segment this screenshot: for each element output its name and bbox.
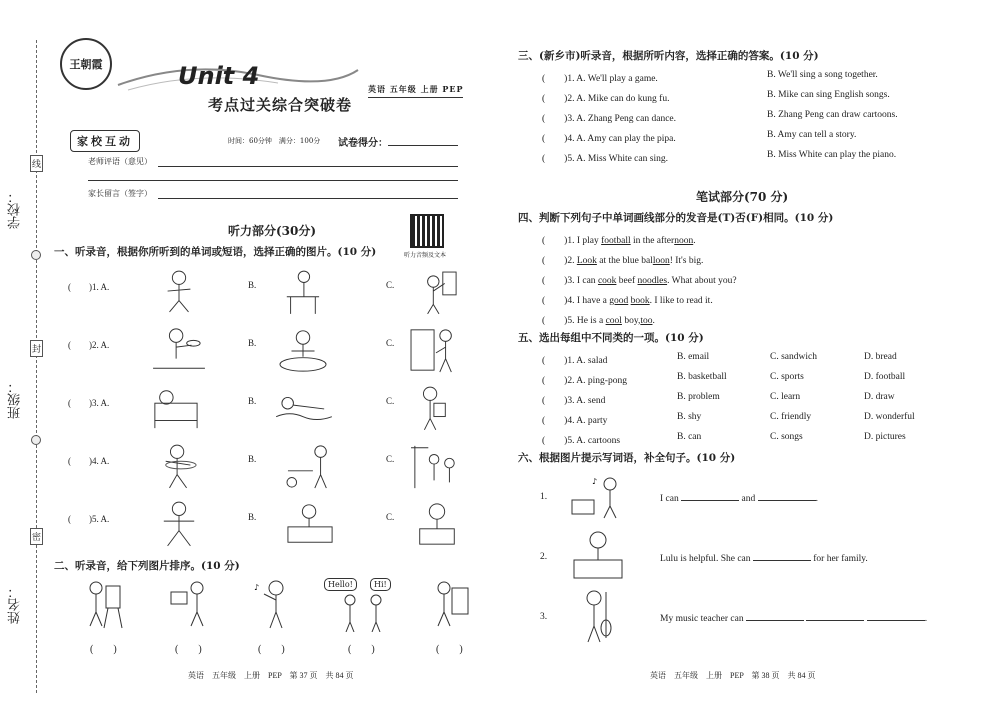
option-d: D. football <box>864 372 906 382</box>
svg-text:♪: ♪ <box>592 477 598 486</box>
svg-text:♪: ♪ <box>254 583 260 592</box>
question-row <box>68 326 488 378</box>
right-page <box>510 0 990 713</box>
option-b: B. <box>248 338 257 348</box>
q4-row <box>542 292 713 306</box>
kid-picture[interactable] <box>273 384 335 432</box>
question-row <box>68 268 488 320</box>
section-5-heading: 五、选出每组中不同类的一项。(10 分) <box>518 332 704 344</box>
kid-picture <box>570 530 626 582</box>
answer-bracket[interactable]: ( ) <box>258 644 285 655</box>
sentence-text: ( )3. I can <box>542 276 598 286</box>
speech-bubble: Hi! <box>370 578 391 591</box>
kid-picture[interactable] <box>169 578 209 630</box>
kid-picture[interactable] <box>420 268 458 316</box>
kid-picture[interactable] <box>252 578 292 630</box>
answer-bracket[interactable]: ( ) <box>90 644 117 655</box>
speech-bubble: Hello! <box>324 578 357 591</box>
binding-margin <box>0 0 44 713</box>
parent-comment-line[interactable] <box>158 198 458 199</box>
page-footer: 英语 五年级 上册 PEP 第 38 页 共 84 页 <box>650 671 816 680</box>
answer-blank[interactable] <box>867 612 925 621</box>
option-c: C. <box>386 454 395 464</box>
underlined-word: good <box>609 296 629 306</box>
option-a: ( )4. A. Amy can play the pipa. <box>542 134 676 144</box>
name-label: 姓名： <box>8 585 23 624</box>
margin-tag: 封 <box>30 340 43 357</box>
kid-picture[interactable] <box>160 268 198 316</box>
underlined-word: noodles <box>637 276 668 286</box>
option-b: B. can <box>677 432 702 442</box>
option-c: C. sports <box>770 372 804 382</box>
kid-picture[interactable] <box>148 384 203 432</box>
kid-picture <box>576 588 618 644</box>
listening-header: 听力部分(30分) <box>228 224 317 238</box>
q6-sentence <box>660 552 868 564</box>
option-a: ( )4. A. party <box>542 416 608 426</box>
sentence-text: ( )1. I play <box>542 236 602 246</box>
kid-picture[interactable] <box>413 500 461 548</box>
teacher-comment-label: 老师评语（意见） <box>88 157 152 166</box>
binding-hole <box>31 250 41 260</box>
sentence-text: . <box>652 316 655 326</box>
order-picture <box>153 578 225 655</box>
question-number: ( )1. A. <box>68 282 110 292</box>
binding-hole <box>31 435 41 445</box>
school-label: 学校： <box>8 190 23 229</box>
sentence-text: beef <box>616 276 638 286</box>
option-b: B. shy <box>677 412 702 422</box>
q6-number: 3. <box>540 612 548 622</box>
option-a: ( )1. A. We'll play a game. <box>542 74 658 84</box>
option-d: D. pictures <box>864 432 906 442</box>
kid-picture[interactable] <box>273 326 333 374</box>
section-6-heading: 六、根据图片提示写词语，补全句子。(10 分) <box>518 452 736 464</box>
score-label: 试卷得分： <box>338 138 388 149</box>
option-b: B. Zhang Peng can draw cartoons. <box>767 110 898 120</box>
kid-picture[interactable] <box>84 578 124 630</box>
sentence-text: . <box>693 236 696 246</box>
underlined-word: Look <box>576 256 597 266</box>
option-a: ( )5. A. cartoons <box>542 436 621 446</box>
kid-picture[interactable] <box>408 442 463 490</box>
section-1-heading: 一、听录音，根据你所听到的单词或短语，选择正确的图片。(10 分) <box>54 246 377 258</box>
option-c: C. <box>386 512 395 522</box>
q6-sentence <box>660 492 818 504</box>
underlined-word: noon <box>674 236 694 246</box>
cut-line <box>36 40 37 693</box>
option-b: B. problem <box>677 392 720 402</box>
answer-blank[interactable] <box>806 612 864 621</box>
sentence-text: My music teacher can <box>660 614 744 624</box>
option-b: B. Mike can sing English songs. <box>767 90 890 100</box>
option-b: B. <box>248 454 257 464</box>
q4-row <box>542 272 737 286</box>
answer-blank[interactable] <box>758 492 816 501</box>
order-picture <box>414 578 486 655</box>
kid-picture[interactable] <box>336 592 392 632</box>
publisher-logo: 王朝霞 <box>60 38 112 90</box>
option-b: B. Amy can tell a story. <box>767 130 857 140</box>
underlined-word: football <box>601 236 631 246</box>
answer-blank[interactable] <box>746 612 804 621</box>
home-school-label: 家校互动 <box>70 130 140 152</box>
question-number: ( )4. A. <box>68 456 110 466</box>
q4-row <box>542 232 696 246</box>
q4-row <box>542 312 655 326</box>
answer-bracket[interactable]: ( ) <box>348 644 375 655</box>
qr-label: 听力音频及文本 <box>404 252 447 259</box>
underlined-word: loon <box>652 256 670 266</box>
sentence-text: for her family. <box>813 554 868 564</box>
teacher-comment-line[interactable] <box>158 166 458 167</box>
kid-picture[interactable] <box>413 384 451 432</box>
option-b: B. We'll sing a song together. <box>767 70 878 80</box>
option-b: B. Miss White can play the piano. <box>767 150 897 160</box>
underlined-word: cook <box>597 276 617 286</box>
parent-comment-label: 家长留言（签字） <box>88 189 152 198</box>
kid-picture[interactable] <box>283 268 321 316</box>
q6-sentence <box>660 612 927 624</box>
question-number: ( )2. A. <box>68 340 110 350</box>
question-number: ( )5. A. <box>68 514 110 524</box>
section-4-heading: 四、判断下列句子中单词画线部分的发音是(T)否(F)相同。(10 分) <box>518 212 834 224</box>
option-a: ( )5. A. Miss White can sing. <box>542 154 668 164</box>
comment-line[interactable] <box>88 180 458 181</box>
kid-picture[interactable] <box>283 500 338 548</box>
option-c: C. <box>386 338 395 348</box>
sentence-text: ( )2. <box>542 256 577 266</box>
sentence-text: I can <box>660 494 679 504</box>
answer-bracket[interactable]: ( ) <box>175 644 202 655</box>
q4-row <box>542 252 703 266</box>
sentence-text: ( )4. I have a <box>542 296 610 306</box>
class-label: 班级： <box>8 380 23 419</box>
margin-tag: 线 <box>30 155 43 172</box>
option-d: D. bread <box>864 352 897 362</box>
option-c: C. learn <box>770 392 801 402</box>
option-d: D. draw <box>864 392 895 402</box>
time-info: 时间：60分钟 满分：100分 <box>228 137 321 145</box>
option-c: C. <box>386 280 395 290</box>
option-c: C. songs <box>770 432 803 442</box>
page-footer: 英语 五年级 上册 PEP 第 37 页 共 84 页 <box>188 671 354 680</box>
sentence-text: at the blue bal <box>596 256 653 266</box>
option-c: C. <box>386 396 395 406</box>
option-c: C. sandwich <box>770 352 817 362</box>
sentence-text: Lulu is helpful. She can <box>660 554 751 564</box>
answer-bracket[interactable]: ( ) <box>436 644 463 655</box>
option-a: ( )1. A. salad <box>542 356 608 366</box>
score-field <box>338 134 458 149</box>
order-picture <box>236 578 308 655</box>
kid-picture[interactable] <box>430 578 470 630</box>
section-2-heading: 二、听录音，给下列图片排序。(10 分) <box>54 560 240 572</box>
order-picture <box>316 578 406 655</box>
option-a: ( )2. A. ping-pong <box>542 376 627 386</box>
sentence-text: boy, <box>621 316 641 326</box>
option-b: B. <box>248 280 257 290</box>
underlined-word: too <box>640 316 653 326</box>
sentence-text: . <box>815 494 818 504</box>
margin-tag: 密 <box>30 528 43 545</box>
sentence-text: . <box>924 614 928 624</box>
edition-tag: 英语 五年级 上册 PEP <box>368 84 463 98</box>
underlined-word: cool <box>605 316 622 326</box>
q6-number: 2. <box>540 552 548 562</box>
unit-title: Unit 4 <box>178 62 260 90</box>
sentence-text: and <box>741 494 756 504</box>
answer-blank[interactable] <box>753 552 811 561</box>
kid-picture[interactable] <box>160 500 198 548</box>
option-b: B. basketball <box>677 372 727 382</box>
answer-blank[interactable] <box>681 492 739 501</box>
left-page <box>48 0 488 713</box>
exam-title: 考点过关综合突破卷 <box>208 96 353 114</box>
option-d: D. wonderful <box>864 412 915 422</box>
score-line[interactable] <box>388 145 458 146</box>
sentence-text: in the after <box>630 236 675 246</box>
option-b: B. <box>248 396 257 406</box>
qr-code[interactable] <box>410 214 444 248</box>
option-a: ( )3. A. send <box>542 396 606 406</box>
question-row <box>68 384 488 436</box>
underlined-word: book <box>630 296 650 306</box>
option-a: ( )2. A. Mike can do kung fu. <box>542 94 670 104</box>
section-3-heading: 三、(新乡市)听录音，根据所听内容，选择正确的答案。(10 分) <box>518 50 819 62</box>
sentence-text: . I like to read it. <box>649 296 713 306</box>
kid-picture[interactable] <box>408 326 463 374</box>
kid-picture[interactable] <box>148 326 210 374</box>
kid-picture[interactable] <box>160 442 198 490</box>
option-c: C. friendly <box>770 412 812 422</box>
question-number: ( )3. A. <box>68 398 110 408</box>
sentence-text: ( )5. He is a <box>542 316 606 326</box>
sentence-text: ! It's big. <box>669 256 704 266</box>
order-picture <box>68 578 140 655</box>
q6-number: 1. <box>540 492 548 502</box>
kid-picture[interactable] <box>283 442 338 490</box>
kid-picture <box>570 474 630 520</box>
option-b: B. <box>248 512 257 522</box>
question-row <box>68 500 488 552</box>
question-row <box>68 442 488 494</box>
option-a: ( )3. A. Zhang Peng can dance. <box>542 114 677 124</box>
sentence-text: . What about you? <box>667 276 737 286</box>
option-b: B. email <box>677 352 710 362</box>
written-header: 笔试部分(70 分) <box>696 190 789 204</box>
